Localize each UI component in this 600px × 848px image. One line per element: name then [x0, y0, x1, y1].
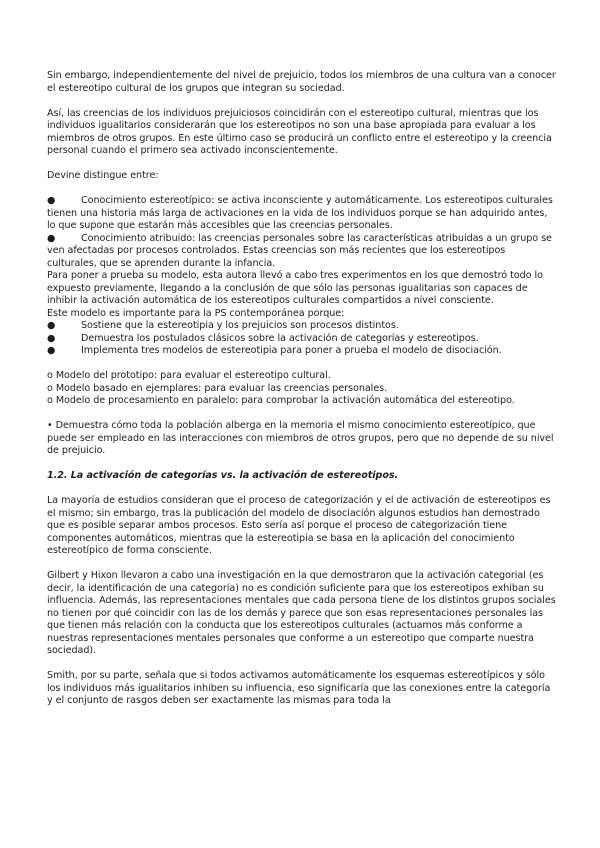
paragraph-prejudice: Sin embargo, independientemente del nivel de prejuicio, todos los miembros de una cultura van a conocer el estereotipo cultural de los grupos que integran su sociedad. [47, 70, 556, 94]
paragraph-model-importance: Este modelo es importante para la PS contemporánea porque: [47, 307, 345, 319]
section-heading: 1.2. La activación de categorías vs. la activación de estereotipos. [47, 470, 399, 481]
list-item [47, 345, 556, 358]
bullet-icon: ● [47, 345, 56, 356]
paragraph-categorization: La mayoría de estudios consideran que el proceso de categorización y el de activación de estereotipos es el mismo; sin embargo, tras la publicación del modelo de disociación algunos estudios han demostrado que es posible separar ambos procesos. Esto sería así porque el proceso de categorización tiene componentes automáticos, mientras que la estereotipia se basa en la aplicación del conocimiento estereotípico de forma consciente. [47, 495, 551, 556]
importance-list [47, 320, 556, 358]
bullet-attributed-knowledge [47, 233, 556, 271]
bullet-icon: ● [47, 320, 56, 331]
model-exemplars: o Modelo basado en ejemplares: para evaluar las creencias personales. [47, 382, 388, 394]
bullet-stereotypic-knowledge [47, 195, 556, 233]
paragraph-devine-intro: Devine distingue entre: [47, 170, 159, 181]
list-item-text: Demuestra los postulados clásicos sobre la activación de categorías y estereotipos. [81, 332, 479, 344]
bullet-icon: ● [47, 195, 56, 206]
bullet-icon: ● [47, 332, 56, 344]
bullet-icon: ● [47, 232, 56, 244]
paragraph-smith: Smith, por su parte, señala que si todos activamos automáticamente los esquemas estereotípicos y sólo los individuos más igualitarios inhiben su influencia, eso significaría que las conexiones entre la categoría y el conjunto de rasgos deben ser exactamente las mismas para toda la [47, 670, 551, 706]
paragraph-experiments: Para poner a prueba su modelo, esta autora llevó a cabo tres experimentos en los que demostró todo lo expuesto previamente, llegando a la conclusión de que sólo las personas igualitarias son capaces de inhibir la activación automática de los estereotipos culturales compartidos a nivel consciente. [47, 270, 543, 306]
list-item [47, 320, 556, 333]
paragraph-gilbert-hixon: Gilbert y Hixon llevaron a cabo una investigación en la que demostraron que la activación categorial (es decir, la identificación de una categoría) no es condición suficiente para que los estereotipos exhiban su influencia. Además, las representaciones mentales que cada persona tiene de los distintos grupos sociales no tienen por qué coincidir con las de los demás y parece que son esas representaciones personales las que tienen más relación con la conducta que los estereotipos culturales (actuamos más conforme a nuestras representaciones mentales personales que conforme a un estereotipo que comparte nuestra sociedad). [47, 570, 556, 656]
model-prototype: o Modelo del prototipo: para evaluar el estereotipo cultural. [47, 370, 331, 381]
model-parallel: o Modelo de procesamiento en paralelo: para comprobar la activación automática del estereotipo. [47, 395, 515, 406]
list-item-text: Sostiene que la estereotipia y los prejuicios son procesos distintos. [81, 320, 399, 331]
bullet-text: Conocimiento estereotípico: se activa inconsciente y automáticamente. Los estereotipos culturales tienen una historia más larga de activaciones en la vida de los individuos porque se han adquirido antes, lo que supone que estarán más accesibles que las creencias personales. [47, 195, 553, 231]
list-item-text: Implementa tres modelos de estereotipia para poner a prueba el modelo de disociación. [81, 345, 502, 356]
list-item [47, 333, 556, 346]
paragraph-population-memory: • Demuestra cómo toda la población alberga en la memoria el mismo conocimiento estereotípico, que puede ser empleado en las interacciones con miembros de otros grupos, pero que no depende de su nivel de prejuicio. [47, 420, 554, 456]
paragraph-beliefs: Así, las creencias de los individuos prejuiciosos coincidirán con el estereotipo cultural, mientras que los individuos igualitarios considerarán que los estereotipos no son una base apropiada para evaluar a los miembros de otros grupos. En este último caso se producirá un conflicto entre el estereotipo y la creencia personal cuando el primero sea activado inconscientemente. [47, 107, 552, 156]
bullet-text: Conocimiento atribuido: las creencias personales sobre las características atribuidas a un grupo se ven afectadas por procesos controlados. Estas creencias son más recientes que los estereotipos culturales, que se aprenden durante la infancia. [47, 232, 552, 269]
